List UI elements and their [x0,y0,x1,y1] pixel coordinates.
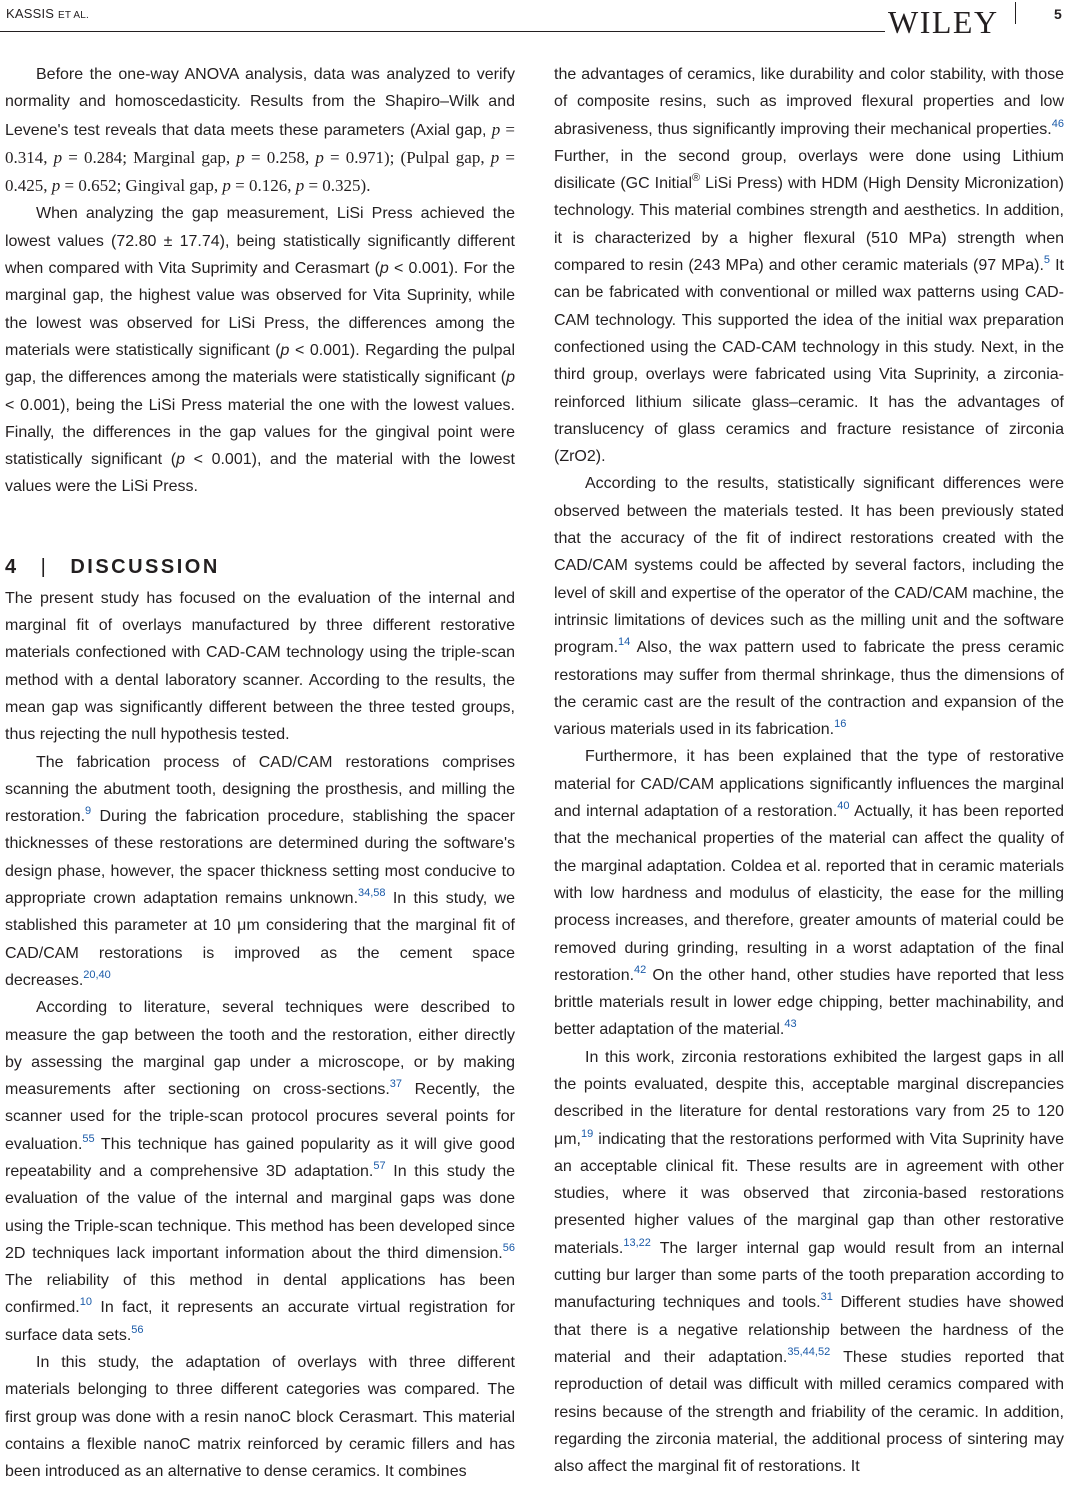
discussion-paragraph-fabrication: The fabrication process of CAD/CAM restorations comprises scanning the abutment tooth, designing the prosthesis, and milling the restoration.$^9$ During the fabrication procedure, stablishing the spacer thicknesses of these restorations are determined during the software's design phase, however, the spacer thickness setting most conducive to appropriate crown adaptation remains unknown.$^{34,58}$ In this study, we stablished this parameter at 10 μm considering that the marginal fit of CAD/CAM restorations is improved as the cement space decreases.$^{20,40}$ [5,753,515,989]
section-number: 4 [5,555,19,578]
results-paragraph-normality: Before the one-way ANOVA analysis, data was analyzed to verify normality and homoscedasticity. Results from the Shapiro–Wilk and Levene's test reveals that data meets these parameters (Axial gap, p = 0.314, p = 0.284; Marginal gap, p = 0.258, p = 0.971); (Pulpal gap, p = 0.425, p = 0.652; Gingival gap, p = 0.126, p = 0.325). [5,66,516,196]
running-head-authors: KASSIS [6,6,55,21]
section-heading-discussion [5,549,515,585]
discussion-paragraph-groups: the advantages of ceramics, like durability and color stability, with those of composite resins, such as improved flexural properties and low abrasiveness, thus significantly improving their mechanical properties.$^{46}$ Further, in the second group, overlays were done using Lithium disilicate (GC Initial® LiSi Press) with HDM (High Density Micronization) technology. This material combines strength and aesthetics. In addition, it is characterized by a higher flexural (510 MPa) strength when compared to resin (243 MPa) and other ceramic materials (97 MPa).$^5$ It can be fabricated with conventional or milled wax patterns using CAD-CAM technology. This supported the idea of the initial wax preparation confectioned using the CAD-CAM technology in this study. Next, in the third group, overlays were fabricated using Vita Suprinity, a zirconia-reinforced lithium silicate glass–ceramic. It has the advantages of translucency of glass ceramics and fracture resistance of zirconia (ZrO2). [554,66,1064,466]
left-column [5,61,515,1486]
discussion-paragraph-zirconia: In this work, zirconia restorations exhibited the largest gaps in all the points evaluated, despite this, acceptable marginal discrepancies described in the literature for dental restorations vary from 25 to 120 μm,$^{19}$ indicating that the restorations performed with Vita Suprinity have an acceptable clinical fit. These results are in agreement with other studies, where it was observed that zirconia-based restorations presented higher values of the marginal gap than other restorative materials.$^{13,22}$ The larger internal gap would result from an internal cutting bur larger than some parts of the tooth preparation according to manufacturing techniques and tools.$^{31}$ Different studies have showed that there is a negative relationship between the hardness of the material and their adaptation.$^{35,44,52}$ These studies reported that reproduction of detail was difficult with milled ceramics compared with resins because of the strength and friability of the ceramic. In addition, regarding the zirconia material, the additional process of sintering may also affect the marginal fit of restorations. It [554,1048,1065,1476]
page-header [0,0,1080,40]
publisher-logo: WILEY [885,6,1002,38]
discussion-paragraph-techniques: According to literature, several techniques were described to measure the gap between the tooth and the restoration, either directly by assessing the marginal gap under a microscope, or by making measurements after sectioning on cross-sections.$^{37}$ Recently, the scanner used for the triple-scan protocol procures several points for evaluation.$^{55}$ This technique has gained popularity as it will give good repeatability and a comprehensive 3D adaptation.$^{57}$ In this study the evaluation of the value of the internal and marginal gaps was done using the Triple-scan technique. This method has been developed since 2D techniques lack important information about the third dimension.$^{56}$ The reliability of this method in dental applications has been confirmed.$^{10}$ In fact, it represents an accurate virtual registration for surface data sets.$^{56}$ [5,999,516,1344]
discussion-paragraph-intro: The present study has focused on the evaluation of the internal and marginal fit of overlays manufactured by three different restorative materials confectioned with CAD-CAM technology using the triple-scan method with a dental laboratory scanner. According to the results, the mean gap was significantly different between the three tested groups, thus rejecting the null hypothesis tested. [5,589,515,744]
discussion-paragraph-material-type: Furthermore, it has been explained that the type of restorative material for CAD/CAM applications significantly influences the marginal and internal adaptation of a restoration.$^{40}$ Actually, it has been reported that the mechanical properties of the material can affect the quality of the marginal adaptation. Coldea et al. reported that in ceramic materials with low hardness and modulus of elasticity, the ease for the milling process increases, and therefore, greater amounts of material could be removed during grinding, resulting in a worst adaptation of the final restoration.$^{42}$ On the other hand, other studies have reported that less brittle materials result in lower edge chipping, better machinability, and better adaptation of the material.$^{43}$ [554,748,1065,1039]
discussion-paragraph-accuracy: According to the results, statistically significant differences were observed between the materials tested. It has been previously stated that the accuracy of the fit of indirect restorations created with the CAD/CAM systems could be affected by several factors, including the level of skill and expertise of the operator of the CAD/CAM machine, the intrinsic limitations of devices such as the milling unit and the software program.$^{14}$ Also, the wax pattern used to fabricate the press ceramic restorations may suffer from thermal shrinkage, thus the dimensions of the ceramic cast are the result of the contraction and expansion of the various materials used in its fabrication.$^{16}$ [554,475,1064,739]
header-rule [0,31,998,32]
header-divider [1015,2,1016,24]
right-column [554,61,1064,1480]
section-title: DISCUSSION [70,555,220,578]
running-head-etal: ET AL. [57,10,90,21]
page-number: 5 [1054,6,1062,22]
running-head [6,6,89,21]
discussion-paragraph-materials: In this study, the adaptation of overlays with three different materials belonging to three different categories was compared. The first group was done with a resin nanoC block Cerasmart. This material contains a flexible nanoC matrix reinforced by ceramic fillers and has been introduced as an alternative to dense ceramics. It combines [5,1354,515,1481]
results-paragraph-gap: When analyzing the gap measurement, LiSi Press achieved the lowest values (72.80 ± 17.74), being statistically significantly different when compared with Vita Suprimity and Cerasmart (p < 0.001). For the marginal gap, the highest value was observed for Vita Suprinity, while the lowest was observed for LiSi Press, the differences among the materials were statistically significant (p < 0.001). Regarding the pulpal gap, the differences among the materials were statistically significant (p < 0.001), being the LiSi Press material the one with the lowest values. Finally, the differences in the gap values for the gingival point were statistically significant (p < 0.001), and the material with the lowest values were the LiSi Press. [5,205,516,496]
section-separator: | [40,555,49,578]
